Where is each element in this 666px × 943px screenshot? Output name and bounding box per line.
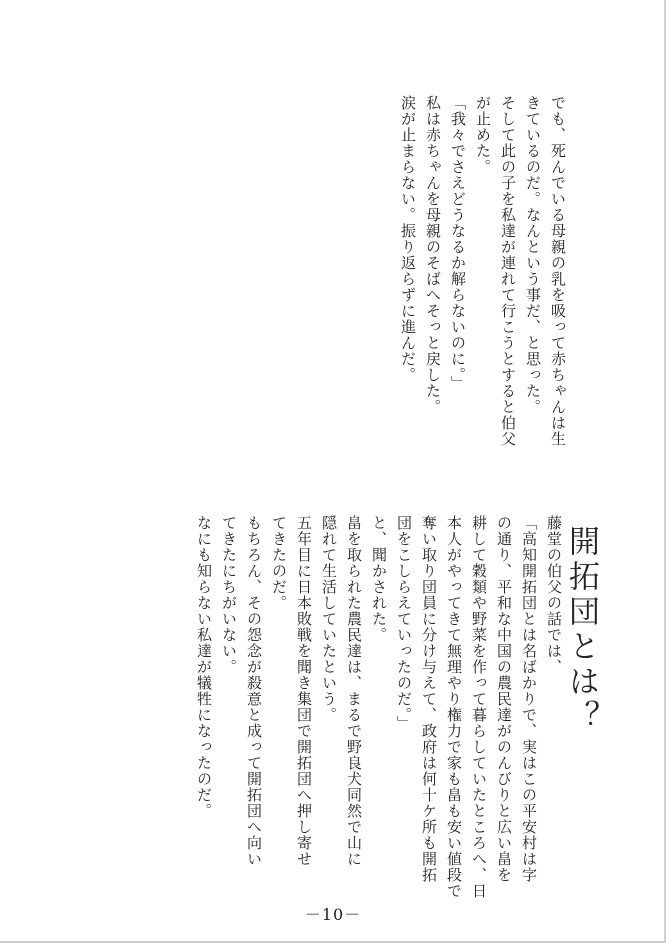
text-line: でも、死んでいる母親の乳を吸って赤ちゃんは生 — [549, 95, 567, 447]
lower-text-block — [191, 515, 566, 899]
text-line: 涙が止まらない。振り返らずに進んだ。 — [399, 95, 417, 383]
text-line: てきたのだ。 — [270, 515, 288, 611]
text-line: もちろん、その怨念が殺意と成って開拓団へ向い — [245, 515, 263, 867]
text-line: 本人がやってきて無理やり権力で家も畠も安い値段で — [445, 515, 463, 899]
page-number: －10－ — [304, 905, 362, 924]
text-line: 藤堂の伯父の話では、 — [545, 515, 563, 675]
section-title: 開拓団とは？ — [563, 525, 599, 735]
text-line: が止めた。 — [474, 95, 492, 175]
text-line: 耕して穀類や野菜を作って暮らしていたところへ、日 — [470, 515, 488, 899]
text-line: 「我々でさえどうなるか解らないのに。」 — [449, 95, 467, 392]
text-line: 畠を取られた農民達は、まるで野良犬同然で山に — [345, 515, 363, 867]
text-line: きているのだ。なんという事だ、と思った。 — [524, 95, 542, 415]
upper-text-block — [395, 95, 570, 447]
text-line: 隠れて生活していたという。 — [320, 515, 338, 723]
text-line: 「高知開拓団とは名ばかりで、実はこの平安村は字 — [520, 515, 538, 883]
text-line: 五年目に日本敗戦を聞き集団で開拓団へ押し寄せ — [295, 515, 313, 867]
text-line: そして此の子を私達が連れて行こうとすると伯父 — [499, 95, 517, 447]
text-line: てきたにちがいない。 — [220, 515, 238, 675]
text-line: と、聞かされた。 — [370, 515, 388, 643]
text-line: 団をこしらえていったのだ。」 — [395, 515, 413, 732]
text-line: なにも知らない私達が犠牲になったのだ。 — [195, 515, 213, 819]
text-line: の通り、平和な中国の農民達がのんびりと広い畠を — [495, 515, 513, 883]
text-line: 私は赤ちゃんを母親のそばへそっと戻した。 — [424, 95, 442, 415]
text-line: 奪い取り団員に分け与えて、政府は何十ケ所も開拓 — [420, 515, 438, 883]
